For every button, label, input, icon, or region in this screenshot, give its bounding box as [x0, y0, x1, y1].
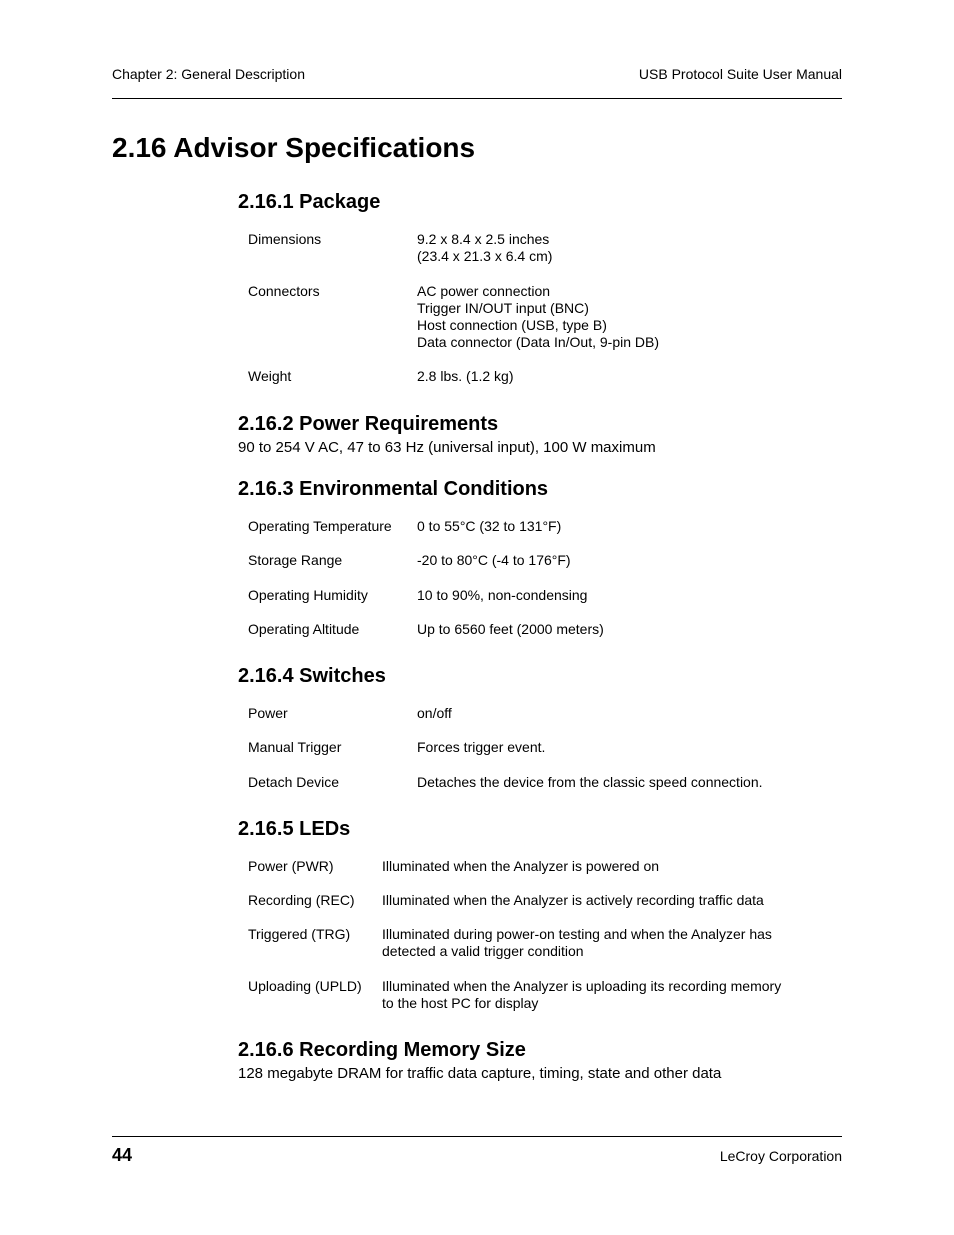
- package-heading: 2.16.1 Package: [238, 191, 381, 213]
- environment-heading: 2.16.3 Environmental Conditions: [238, 478, 549, 500]
- spec-label: Operating Temperature: [248, 518, 392, 534]
- memory-text: 128 megabyte DRAM for traffic data capture, timing, state and other data: [238, 1065, 722, 1082]
- header-chapter: Chapter 2: General Description: [112, 66, 305, 82]
- switches-heading: 2.16.4 Switches: [238, 665, 386, 687]
- memory-heading: 2.16.6 Recording Memory Size: [238, 1039, 526, 1061]
- spec-label: Connectors: [248, 283, 320, 299]
- spec-value: AC power connection Trigger IN/OUT input (BNC) Host connection (USB, type B) Data connector (Data In/Out, 9-pin DB): [417, 283, 659, 350]
- header-manual-title: USB Protocol Suite User Manual: [638, 66, 842, 82]
- spec-value: 0 to 55°C (32 to 131°F): [417, 518, 562, 534]
- spec-label: Recording (REC): [248, 892, 355, 908]
- spec-label: Operating Humidity: [248, 587, 368, 603]
- header-rule: [112, 98, 842, 99]
- spec-label: Storage Range: [248, 552, 343, 568]
- spec-label: Operating Altitude: [248, 621, 360, 637]
- spec-value: Illuminated during power-on testing and when the Analyzer has detected a valid trigger condition: [382, 926, 772, 959]
- spec-label: Manual Trigger: [248, 739, 342, 755]
- page-number: 44: [112, 1145, 133, 1165]
- spec-value: Illuminated when the Analyzer is powered on: [382, 858, 660, 874]
- spec-value: on/off: [417, 705, 452, 721]
- spec-value: -20 to 80°C (-4 to 176°F): [417, 552, 571, 568]
- power-text: 90 to 254 V AC, 47 to 63 Hz (universal input), 100 W maximum: [238, 439, 656, 456]
- spec-value: 2.8 lbs. (1.2 kg): [417, 368, 514, 384]
- spec-label: Uploading (UPLD): [248, 978, 362, 994]
- spec-value: Up to 6560 feet (2000 meters): [417, 621, 604, 637]
- spec-value: 9.2 x 8.4 x 2.5 inches (23.4 x 21.3 x 6.4 cm): [417, 231, 553, 264]
- spec-label: Power: [248, 705, 288, 721]
- spec-label: Detach Device: [248, 774, 340, 790]
- footer-company: LeCroy Corporation: [719, 1148, 842, 1164]
- spec-label: Dimensions: [248, 231, 322, 247]
- spec-label: Triggered (TRG): [248, 926, 351, 942]
- leds-heading: 2.16.5 LEDs: [238, 818, 351, 840]
- section-title: 2.16 Advisor Specifications: [112, 132, 476, 163]
- spec-value: 10 to 90%, non-condensing: [417, 587, 588, 603]
- spec-label: Weight: [248, 368, 292, 384]
- spec-label: Power (PWR): [248, 858, 334, 874]
- spec-value: Illuminated when the Analyzer is uploading its recording memory to the host PC for display: [382, 978, 782, 1011]
- spec-value: Detaches the device from the classic speed connection.: [417, 774, 763, 790]
- footer-rule: [112, 1136, 842, 1137]
- spec-value: Illuminated when the Analyzer is actively recording traffic data: [382, 892, 764, 908]
- power-heading: 2.16.2 Power Requirements: [238, 413, 499, 435]
- spec-value: Forces trigger event.: [417, 739, 546, 755]
